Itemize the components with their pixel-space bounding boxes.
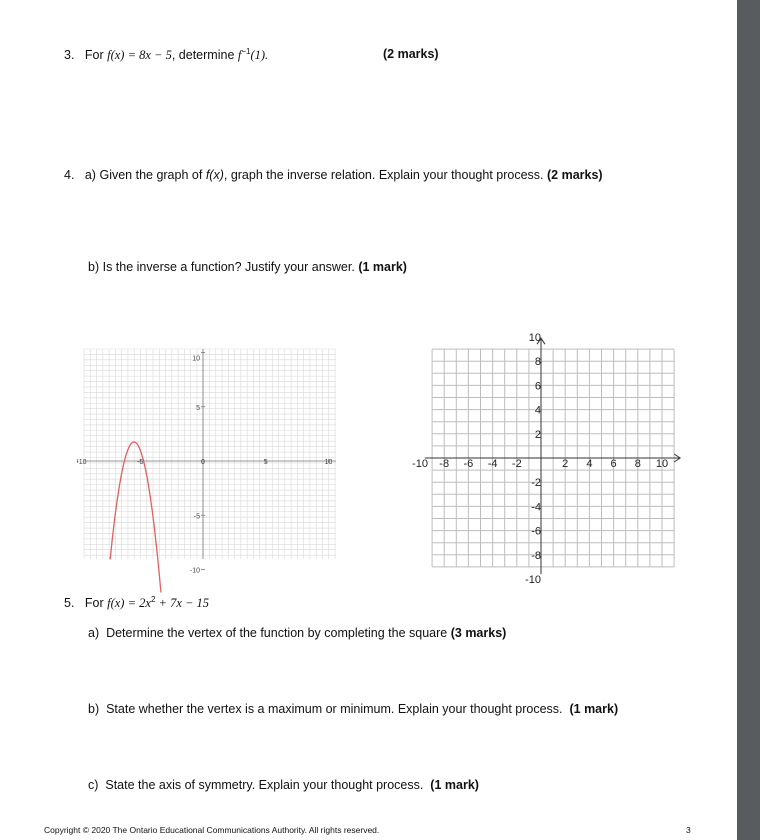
y-tick-label: -5 — [193, 513, 200, 521]
q3-function: f(x) = 8x − 5 — [107, 48, 172, 63]
q3-inverse-sup: −1 — [241, 47, 251, 56]
q5c-marks: (1 mark) — [430, 778, 479, 792]
q5b-text: State whether the vertex is a maximum or minimum. Explain your thought process. — [106, 702, 563, 716]
q4b-marks: (1 mark) — [358, 260, 407, 274]
q5-number: 5. — [64, 596, 75, 611]
q5a-marks: (3 marks) — [450, 626, 507, 640]
x-tick-label: -5 — [137, 459, 144, 466]
q5b-marks: (1 mark) — [569, 702, 619, 716]
q3-mid: , determine — [171, 48, 235, 63]
q4b-label: b) — [88, 260, 100, 274]
q3-marks: (2 marks) — [383, 47, 439, 61]
graph-inverse-tick-labels — [412, 332, 668, 586]
q5a-text: Determine the vertex of the function by completing the square — [106, 626, 448, 640]
x-tick-label: -10 — [412, 458, 428, 470]
question-5 — [64, 595, 209, 611]
y-tick-label: 10 — [192, 355, 200, 363]
x-tick-label: 8 — [634, 458, 641, 470]
q3-lead: For — [84, 48, 104, 63]
y-tick-label: -10 — [189, 567, 200, 575]
x-tick-label: 10 — [324, 459, 333, 466]
q5-function-sup: 2 — [150, 595, 156, 604]
question-5a — [88, 626, 506, 640]
q3-inverse-arg: (1). — [250, 48, 269, 63]
y-tick-label: 5 — [196, 404, 200, 412]
q5c-text: State the axis of symmetry. Explain your thought process. — [105, 778, 424, 792]
x-tick-label: 0 — [201, 459, 205, 466]
y-tick-label: 8 — [534, 356, 541, 369]
page-number: 3 — [686, 825, 691, 835]
x-tick-label: 2 — [562, 458, 569, 470]
y-tick-label: -10 — [525, 574, 541, 586]
y-tick-label: 2 — [534, 428, 541, 441]
q4a-text-2: , graph the inverse relation. Explain your thought process. — [223, 168, 544, 182]
x-tick-label: 5 — [263, 459, 268, 466]
q4a-marks: (2 marks) — [547, 168, 603, 182]
q4a-label: a) — [84, 168, 96, 182]
q5b-label: b) — [88, 702, 100, 716]
y-tick-label: -8 — [531, 549, 541, 562]
copyright-footer: Copyright © 2020 The Ontario Educational Communications Authority. All rights reserved. — [44, 825, 380, 835]
x-tick-label: 4 — [586, 458, 593, 470]
q3-number: 3. — [64, 48, 75, 63]
y-tick-label: -4 — [531, 501, 541, 514]
x-tick-label: -10 — [76, 459, 87, 466]
x-tick-label: -2 — [511, 458, 522, 470]
q4b-text: Is the inverse a function? Justify your answer. — [102, 260, 355, 274]
x-tick-label: 6 — [610, 458, 617, 470]
q5c-label: c) — [88, 778, 99, 792]
x-tick-label: -6 — [463, 458, 474, 470]
y-tick-label: 6 — [534, 380, 541, 393]
q4-number: 4. — [64, 168, 75, 182]
q4a-fx: f(x) — [205, 168, 224, 182]
y-tick-label: 10 — [528, 332, 541, 344]
y-tick-label: -6 — [531, 525, 541, 538]
q5-function-b: + 7x − 15 — [155, 596, 210, 611]
question-5b — [88, 702, 618, 716]
q5-function-a: f(x) = 2x — [107, 596, 151, 611]
x-tick-label: -4 — [487, 458, 498, 470]
q5a-label: a) — [88, 626, 100, 640]
q5-lead: For — [84, 596, 104, 611]
y-tick-label: -2 — [531, 477, 541, 490]
y-tick-label: 4 — [534, 404, 541, 417]
x-tick-label: -8 — [439, 458, 450, 470]
q4a-text-1: Given the graph of — [99, 168, 203, 182]
question-5c — [88, 778, 479, 792]
x-tick-label: 10 — [655, 458, 669, 470]
q3-inverse-f: f — [237, 48, 242, 63]
